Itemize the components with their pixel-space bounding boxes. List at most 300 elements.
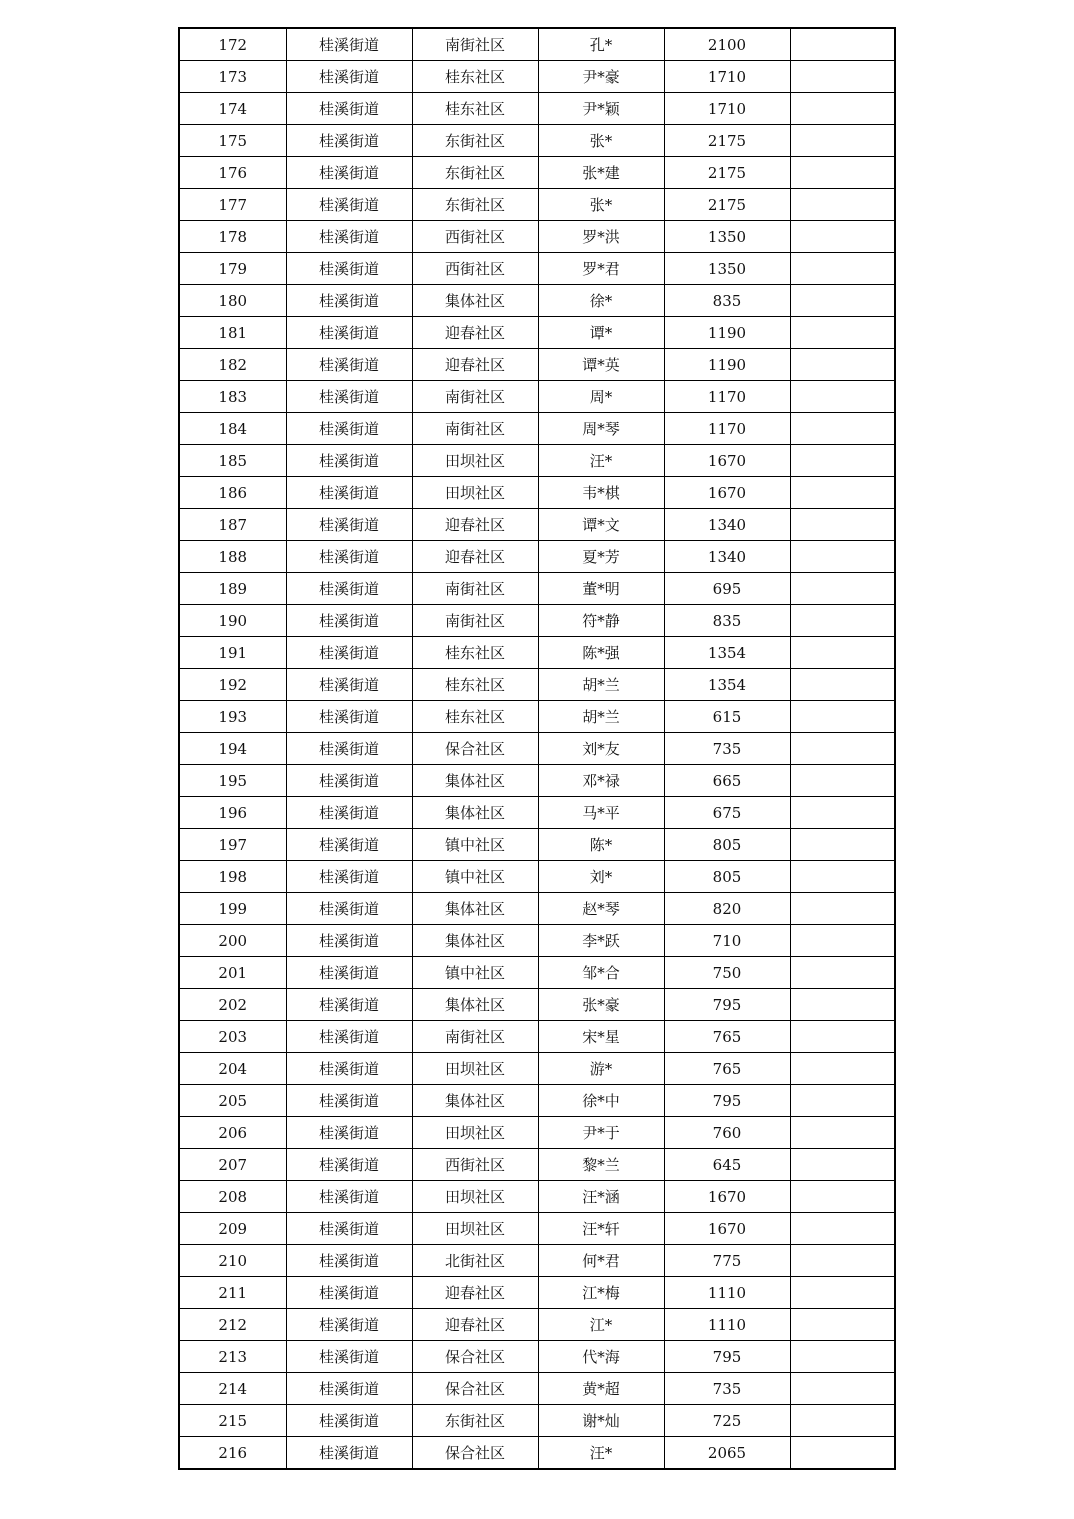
amount-cell: 2175 — [664, 157, 790, 189]
name-cell: 谭*文 — [538, 509, 664, 541]
remark-cell — [790, 125, 895, 157]
community-cell: 东街社区 — [412, 125, 538, 157]
street-cell: 桂溪街道 — [286, 381, 412, 413]
amount-cell: 2175 — [664, 125, 790, 157]
table-row — [179, 285, 895, 317]
row-number-cell: 202 — [179, 989, 286, 1021]
row-number-cell: 201 — [179, 957, 286, 989]
row-number-cell: 176 — [179, 157, 286, 189]
remark-cell — [790, 765, 895, 797]
table-row — [179, 893, 895, 925]
table-row — [179, 189, 895, 221]
row-number-cell: 198 — [179, 861, 286, 893]
amount-cell: 735 — [664, 1373, 790, 1405]
street-cell: 桂溪街道 — [286, 445, 412, 477]
amount-cell: 1670 — [664, 1213, 790, 1245]
remark-cell — [790, 605, 895, 637]
name-cell: 汪*轩 — [538, 1213, 664, 1245]
street-cell: 桂溪街道 — [286, 1117, 412, 1149]
community-cell: 镇中社区 — [412, 861, 538, 893]
street-cell: 桂溪街道 — [286, 701, 412, 733]
name-cell: 代*海 — [538, 1341, 664, 1373]
community-cell: 迎春社区 — [412, 1277, 538, 1309]
table-row — [179, 509, 895, 541]
name-cell: 赵*琴 — [538, 893, 664, 925]
row-number-cell: 195 — [179, 765, 286, 797]
row-number-cell: 192 — [179, 669, 286, 701]
table-row — [179, 637, 895, 669]
remark-cell — [790, 861, 895, 893]
street-cell: 桂溪街道 — [286, 1245, 412, 1277]
amount-cell: 775 — [664, 1245, 790, 1277]
name-cell: 徐* — [538, 285, 664, 317]
street-cell: 桂溪街道 — [286, 509, 412, 541]
community-cell: 迎春社区 — [412, 541, 538, 573]
row-number-cell: 191 — [179, 637, 286, 669]
street-cell: 桂溪街道 — [286, 1341, 412, 1373]
amount-cell: 1170 — [664, 413, 790, 445]
community-cell: 南街社区 — [412, 605, 538, 637]
name-cell: 孔* — [538, 28, 664, 61]
street-cell: 桂溪街道 — [286, 253, 412, 285]
table-row — [179, 125, 895, 157]
row-number-cell: 211 — [179, 1277, 286, 1309]
row-number-cell: 174 — [179, 93, 286, 125]
community-cell: 南街社区 — [412, 28, 538, 61]
community-cell: 西街社区 — [412, 221, 538, 253]
row-number-cell: 197 — [179, 829, 286, 861]
table-row — [179, 1213, 895, 1245]
table-row — [179, 797, 895, 829]
amount-cell: 1350 — [664, 221, 790, 253]
remark-cell — [790, 445, 895, 477]
name-cell: 何*君 — [538, 1245, 664, 1277]
remark-cell — [790, 1213, 895, 1245]
community-cell: 田坝社区 — [412, 1213, 538, 1245]
row-number-cell: 196 — [179, 797, 286, 829]
street-cell: 桂溪街道 — [286, 829, 412, 861]
community-cell: 东街社区 — [412, 157, 538, 189]
row-number-cell: 193 — [179, 701, 286, 733]
street-cell: 桂溪街道 — [286, 765, 412, 797]
amount-cell: 1354 — [664, 637, 790, 669]
name-cell: 周*琴 — [538, 413, 664, 445]
amount-cell: 735 — [664, 733, 790, 765]
table-body — [179, 28, 895, 1469]
street-cell: 桂溪街道 — [286, 317, 412, 349]
street-cell: 桂溪街道 — [286, 1309, 412, 1341]
row-number-cell: 181 — [179, 317, 286, 349]
community-cell: 迎春社区 — [412, 1309, 538, 1341]
community-cell: 集体社区 — [412, 1085, 538, 1117]
community-cell: 田坝社区 — [412, 445, 538, 477]
name-cell: 黄*超 — [538, 1373, 664, 1405]
amount-cell: 1190 — [664, 349, 790, 381]
row-number-cell: 187 — [179, 509, 286, 541]
amount-cell: 695 — [664, 573, 790, 605]
community-cell: 镇中社区 — [412, 829, 538, 861]
remark-cell — [790, 1341, 895, 1373]
row-number-cell: 200 — [179, 925, 286, 957]
amount-cell: 1350 — [664, 253, 790, 285]
community-cell: 田坝社区 — [412, 477, 538, 509]
community-cell: 保合社区 — [412, 1437, 538, 1470]
name-cell: 汪*涵 — [538, 1181, 664, 1213]
street-cell: 桂溪街道 — [286, 28, 412, 61]
street-cell: 桂溪街道 — [286, 93, 412, 125]
name-cell: 胡*兰 — [538, 701, 664, 733]
row-number-cell: 214 — [179, 1373, 286, 1405]
name-cell: 宋*星 — [538, 1021, 664, 1053]
name-cell: 汪* — [538, 1437, 664, 1470]
row-number-cell: 180 — [179, 285, 286, 317]
name-cell: 韦*棋 — [538, 477, 664, 509]
amount-cell: 835 — [664, 285, 790, 317]
remark-cell — [790, 989, 895, 1021]
community-cell: 保合社区 — [412, 1341, 538, 1373]
community-cell: 田坝社区 — [412, 1117, 538, 1149]
row-number-cell: 216 — [179, 1437, 286, 1470]
row-number-cell: 184 — [179, 413, 286, 445]
remark-cell — [790, 957, 895, 989]
name-cell: 陈* — [538, 829, 664, 861]
street-cell: 桂溪街道 — [286, 189, 412, 221]
amount-cell: 765 — [664, 1021, 790, 1053]
street-cell: 桂溪街道 — [286, 893, 412, 925]
street-cell: 桂溪街道 — [286, 1021, 412, 1053]
street-cell: 桂溪街道 — [286, 413, 412, 445]
row-number-cell: 208 — [179, 1181, 286, 1213]
row-number-cell: 206 — [179, 1117, 286, 1149]
street-cell: 桂溪街道 — [286, 669, 412, 701]
street-cell: 桂溪街道 — [286, 541, 412, 573]
table-row — [179, 1085, 895, 1117]
amount-cell: 795 — [664, 989, 790, 1021]
community-cell: 南街社区 — [412, 381, 538, 413]
row-number-cell: 189 — [179, 573, 286, 605]
community-cell: 集体社区 — [412, 797, 538, 829]
amount-cell: 710 — [664, 925, 790, 957]
remark-cell — [790, 189, 895, 221]
row-number-cell: 179 — [179, 253, 286, 285]
amount-cell: 2100 — [664, 28, 790, 61]
remark-cell — [790, 317, 895, 349]
table-row — [179, 1149, 895, 1181]
name-cell: 尹*于 — [538, 1117, 664, 1149]
community-cell: 镇中社区 — [412, 957, 538, 989]
remark-cell — [790, 221, 895, 253]
community-cell: 北街社区 — [412, 1245, 538, 1277]
table-row — [179, 93, 895, 125]
remark-cell — [790, 61, 895, 93]
street-cell: 桂溪街道 — [286, 1149, 412, 1181]
street-cell: 桂溪街道 — [286, 1181, 412, 1213]
street-cell: 桂溪街道 — [286, 573, 412, 605]
remark-cell — [790, 733, 895, 765]
data-table — [178, 27, 896, 1470]
community-cell: 西街社区 — [412, 1149, 538, 1181]
table-row — [179, 861, 895, 893]
remark-cell — [790, 1437, 895, 1470]
street-cell: 桂溪街道 — [286, 1437, 412, 1470]
remark-cell — [790, 829, 895, 861]
name-cell: 谢*灿 — [538, 1405, 664, 1437]
street-cell: 桂溪街道 — [286, 477, 412, 509]
remark-cell — [790, 93, 895, 125]
table-row — [179, 1021, 895, 1053]
remark-cell — [790, 1053, 895, 1085]
name-cell: 夏*芳 — [538, 541, 664, 573]
table-row — [179, 61, 895, 93]
street-cell: 桂溪街道 — [286, 1405, 412, 1437]
remark-cell — [790, 349, 895, 381]
table-row — [179, 1341, 895, 1373]
amount-cell: 1340 — [664, 541, 790, 573]
row-number-cell: 175 — [179, 125, 286, 157]
table-row — [179, 733, 895, 765]
amount-cell: 1110 — [664, 1309, 790, 1341]
street-cell: 桂溪街道 — [286, 221, 412, 253]
row-number-cell: 190 — [179, 605, 286, 637]
street-cell: 桂溪街道 — [286, 925, 412, 957]
street-cell: 桂溪街道 — [286, 1085, 412, 1117]
row-number-cell: 203 — [179, 1021, 286, 1053]
name-cell: 李*跃 — [538, 925, 664, 957]
street-cell: 桂溪街道 — [286, 733, 412, 765]
amount-cell: 805 — [664, 861, 790, 893]
name-cell: 江*梅 — [538, 1277, 664, 1309]
table-row — [179, 1277, 895, 1309]
table-row — [179, 349, 895, 381]
remark-cell — [790, 253, 895, 285]
amount-cell: 645 — [664, 1149, 790, 1181]
community-cell: 迎春社区 — [412, 317, 538, 349]
name-cell: 张*豪 — [538, 989, 664, 1021]
row-number-cell: 205 — [179, 1085, 286, 1117]
remark-cell — [790, 1405, 895, 1437]
name-cell: 谭* — [538, 317, 664, 349]
table-row — [179, 413, 895, 445]
row-number-cell: 173 — [179, 61, 286, 93]
table-row — [179, 1437, 895, 1470]
name-cell: 刘*友 — [538, 733, 664, 765]
amount-cell: 1710 — [664, 61, 790, 93]
row-number-cell: 204 — [179, 1053, 286, 1085]
remark-cell — [790, 1373, 895, 1405]
community-cell: 集体社区 — [412, 925, 538, 957]
table-row — [179, 317, 895, 349]
community-cell: 桂东社区 — [412, 93, 538, 125]
name-cell: 张*建 — [538, 157, 664, 189]
name-cell: 罗*君 — [538, 253, 664, 285]
amount-cell: 795 — [664, 1341, 790, 1373]
remark-cell — [790, 1085, 895, 1117]
amount-cell: 675 — [664, 797, 790, 829]
community-cell: 桂东社区 — [412, 637, 538, 669]
remark-cell — [790, 28, 895, 61]
table-row — [179, 1405, 895, 1437]
amount-cell: 835 — [664, 605, 790, 637]
name-cell: 汪* — [538, 445, 664, 477]
community-cell: 迎春社区 — [412, 509, 538, 541]
street-cell: 桂溪街道 — [286, 285, 412, 317]
remark-cell — [790, 285, 895, 317]
street-cell: 桂溪街道 — [286, 637, 412, 669]
table-row — [179, 253, 895, 285]
name-cell: 邓*禄 — [538, 765, 664, 797]
remark-cell — [790, 1277, 895, 1309]
amount-cell: 615 — [664, 701, 790, 733]
table-row — [179, 477, 895, 509]
community-cell: 南街社区 — [412, 1021, 538, 1053]
table-row — [179, 445, 895, 477]
remark-cell — [790, 381, 895, 413]
community-cell: 西街社区 — [412, 253, 538, 285]
amount-cell: 1354 — [664, 669, 790, 701]
remark-cell — [790, 1021, 895, 1053]
remark-cell — [790, 1245, 895, 1277]
community-cell: 桂东社区 — [412, 669, 538, 701]
remark-cell — [790, 925, 895, 957]
street-cell: 桂溪街道 — [286, 349, 412, 381]
name-cell: 江* — [538, 1309, 664, 1341]
remark-cell — [790, 669, 895, 701]
remark-cell — [790, 797, 895, 829]
amount-cell: 1670 — [664, 1181, 790, 1213]
table-row — [179, 1373, 895, 1405]
name-cell: 邹*合 — [538, 957, 664, 989]
remark-cell — [790, 509, 895, 541]
table-row — [179, 541, 895, 573]
remark-cell — [790, 1181, 895, 1213]
community-cell: 集体社区 — [412, 765, 538, 797]
name-cell: 谭*英 — [538, 349, 664, 381]
name-cell: 尹*颖 — [538, 93, 664, 125]
community-cell: 南街社区 — [412, 573, 538, 605]
table-row — [179, 925, 895, 957]
amount-cell: 1170 — [664, 381, 790, 413]
row-number-cell: 178 — [179, 221, 286, 253]
amount-cell: 1110 — [664, 1277, 790, 1309]
remark-cell — [790, 157, 895, 189]
street-cell: 桂溪街道 — [286, 125, 412, 157]
name-cell: 董*明 — [538, 573, 664, 605]
row-number-cell: 212 — [179, 1309, 286, 1341]
amount-cell: 2175 — [664, 189, 790, 221]
row-number-cell: 199 — [179, 893, 286, 925]
row-number-cell: 183 — [179, 381, 286, 413]
amount-cell: 1340 — [664, 509, 790, 541]
amount-cell: 820 — [664, 893, 790, 925]
community-cell: 南街社区 — [412, 413, 538, 445]
name-cell: 刘* — [538, 861, 664, 893]
table-row — [179, 957, 895, 989]
row-number-cell: 215 — [179, 1405, 286, 1437]
table-row — [179, 701, 895, 733]
amount-cell: 805 — [664, 829, 790, 861]
remark-cell — [790, 893, 895, 925]
row-number-cell: 194 — [179, 733, 286, 765]
street-cell: 桂溪街道 — [286, 989, 412, 1021]
amount-cell: 765 — [664, 1053, 790, 1085]
amount-cell: 750 — [664, 957, 790, 989]
street-cell: 桂溪街道 — [286, 61, 412, 93]
street-cell: 桂溪街道 — [286, 1277, 412, 1309]
table-row — [179, 829, 895, 861]
name-cell: 张* — [538, 189, 664, 221]
community-cell: 东街社区 — [412, 189, 538, 221]
table-row — [179, 221, 895, 253]
community-cell: 集体社区 — [412, 285, 538, 317]
community-cell: 田坝社区 — [412, 1181, 538, 1213]
street-cell: 桂溪街道 — [286, 861, 412, 893]
table-row — [179, 381, 895, 413]
amount-cell: 1190 — [664, 317, 790, 349]
street-cell: 桂溪街道 — [286, 957, 412, 989]
name-cell: 尹*豪 — [538, 61, 664, 93]
table-row — [179, 1181, 895, 1213]
amount-cell: 795 — [664, 1085, 790, 1117]
amount-cell: 760 — [664, 1117, 790, 1149]
table-row — [179, 1309, 895, 1341]
table-row — [179, 573, 895, 605]
name-cell: 黎*兰 — [538, 1149, 664, 1181]
community-cell: 桂东社区 — [412, 61, 538, 93]
table-row — [179, 28, 895, 61]
remark-cell — [790, 413, 895, 445]
table-row — [179, 989, 895, 1021]
community-cell: 保合社区 — [412, 1373, 538, 1405]
table-row — [179, 765, 895, 797]
table-row — [179, 669, 895, 701]
remark-cell — [790, 701, 895, 733]
name-cell: 符*静 — [538, 605, 664, 637]
amount-cell: 725 — [664, 1405, 790, 1437]
community-cell: 田坝社区 — [412, 1053, 538, 1085]
street-cell: 桂溪街道 — [286, 797, 412, 829]
remark-cell — [790, 1117, 895, 1149]
amount-cell: 1670 — [664, 445, 790, 477]
street-cell: 桂溪街道 — [286, 1053, 412, 1085]
name-cell: 徐*中 — [538, 1085, 664, 1117]
table-row — [179, 1245, 895, 1277]
row-number-cell: 182 — [179, 349, 286, 381]
row-number-cell: 186 — [179, 477, 286, 509]
remark-cell — [790, 541, 895, 573]
name-cell: 马*平 — [538, 797, 664, 829]
table-row — [179, 1117, 895, 1149]
row-number-cell: 210 — [179, 1245, 286, 1277]
amount-cell: 665 — [664, 765, 790, 797]
remark-cell — [790, 637, 895, 669]
amount-cell: 1670 — [664, 477, 790, 509]
community-cell: 桂东社区 — [412, 701, 538, 733]
remark-cell — [790, 1149, 895, 1181]
remark-cell — [790, 1309, 895, 1341]
row-number-cell: 172 — [179, 28, 286, 61]
remark-cell — [790, 573, 895, 605]
table-row — [179, 605, 895, 637]
name-cell: 罗*洪 — [538, 221, 664, 253]
row-number-cell: 185 — [179, 445, 286, 477]
community-cell: 集体社区 — [412, 989, 538, 1021]
table-row — [179, 157, 895, 189]
name-cell: 周* — [538, 381, 664, 413]
street-cell: 桂溪街道 — [286, 1373, 412, 1405]
community-cell: 东街社区 — [412, 1405, 538, 1437]
name-cell: 陈*强 — [538, 637, 664, 669]
amount-cell: 1710 — [664, 93, 790, 125]
